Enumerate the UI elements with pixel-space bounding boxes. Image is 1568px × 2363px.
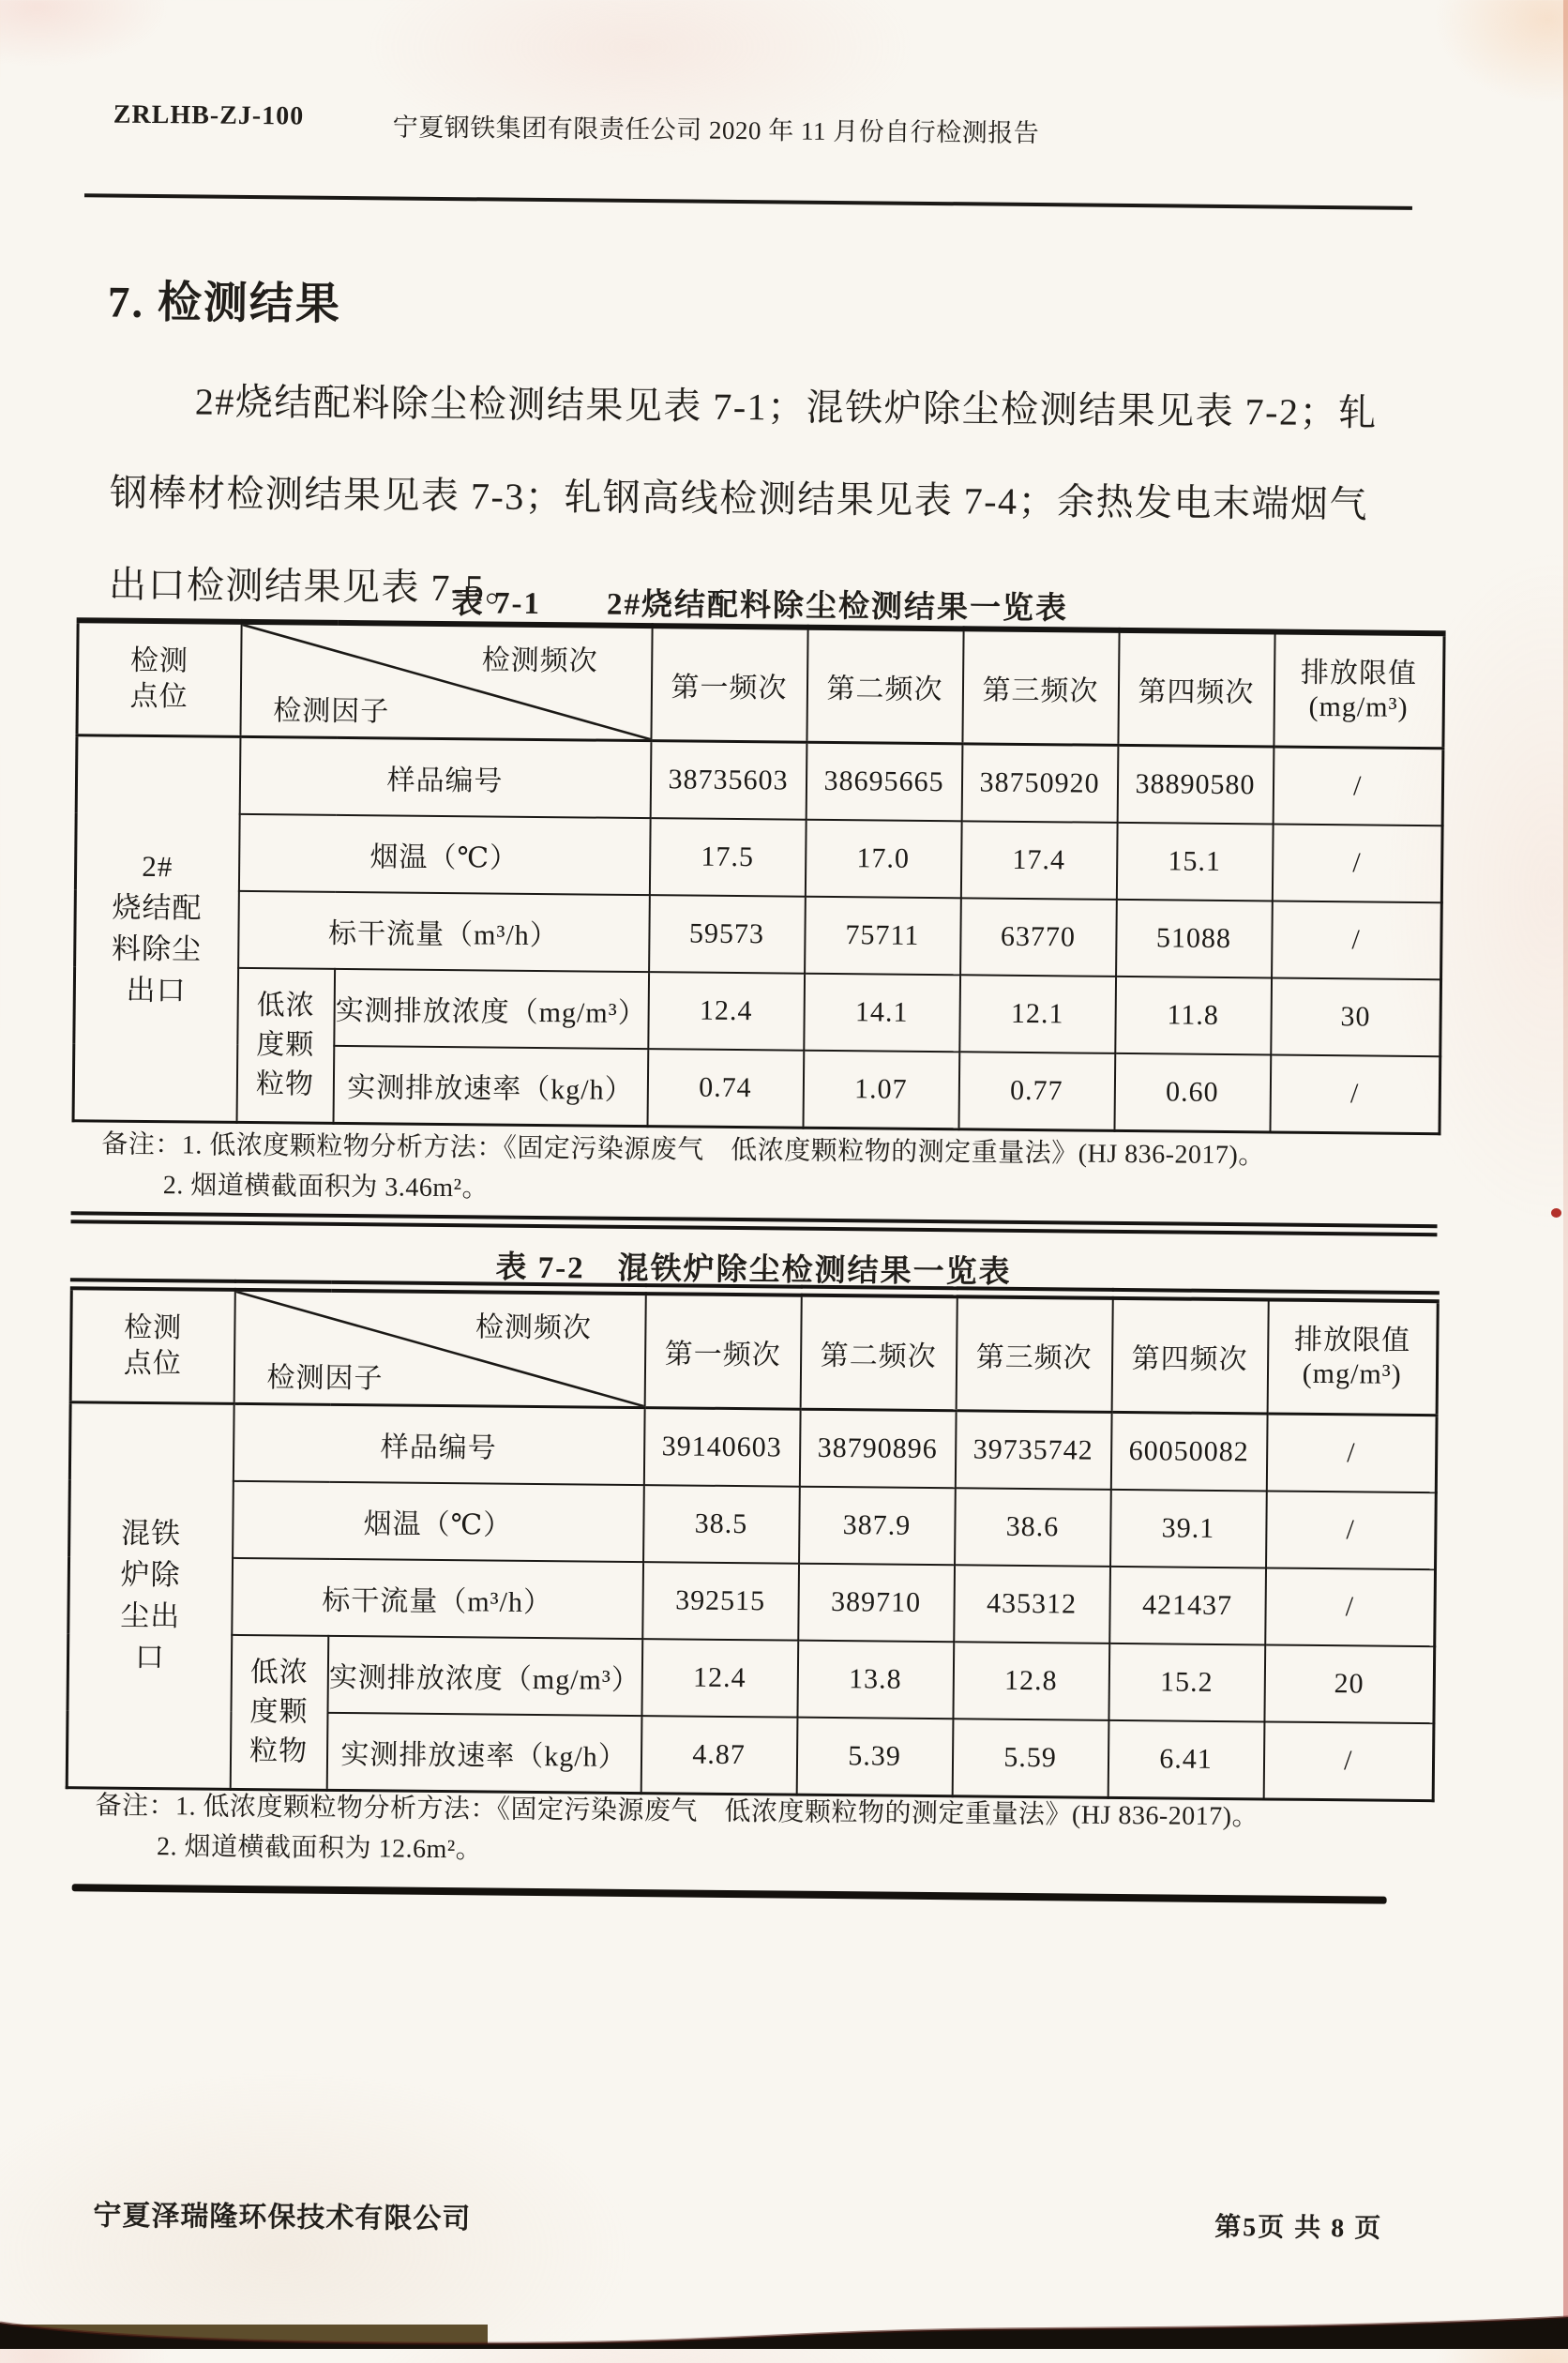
table-7-1-title: 表 7-1 2#烧结配料除尘检测结果一览表 (451, 586, 1069, 627)
site-line: 2# (142, 849, 173, 884)
value-cell: 5.59 (952, 1719, 1108, 1797)
limit-cell: / (1273, 747, 1443, 826)
table-row (76, 735, 1443, 826)
value-cell: 12.4 (641, 1639, 798, 1718)
intro-line-2: 钢棒材检测结果见表 7-3；轧钢高线检测结果见表 7-4；余热发电末端烟气 (109, 471, 1369, 526)
value-cell: 6.41 (1108, 1720, 1264, 1799)
value-cell: 14.1 (804, 974, 960, 1053)
header-factor-label: 检测因子 (266, 1362, 384, 1395)
table-row (75, 889, 1442, 979)
note-line-2: 2. 烟道横截面积为 12.6m²。 (156, 1832, 483, 1865)
group-line: 低浓 (256, 990, 315, 1022)
value-cell: 17.4 (960, 821, 1117, 900)
footer-company: 宁夏泽瑞隆环保技术有限公司 (93, 2200, 472, 2235)
note-line-1: 备注：1. 低浓度颗粒物分析方法：《固定污染源废气 低浓度颗粒物的测定重量法》(HJ 836-2017)。 (101, 1129, 1265, 1171)
factor-cell: 实测排放速率（kg/h） (333, 1046, 648, 1127)
site-line: 尘出 (120, 1598, 181, 1633)
header-freq-3: 第三频次 (956, 1293, 1112, 1413)
value-cell: 63770 (960, 898, 1117, 977)
value-cell: 59573 (649, 895, 806, 974)
limit-cell: / (1272, 824, 1442, 902)
factor-cell: 标干流量（m³/h） (238, 891, 650, 972)
factor-cell: 烟温（℃） (233, 1481, 644, 1562)
header-frequency-label: 检测频次 (481, 644, 598, 677)
value-cell: 4.87 (641, 1716, 797, 1795)
site-line: 混铁 (120, 1516, 182, 1551)
header-freq-4: 第四频次 (1111, 1294, 1268, 1414)
header-limit-cell (1267, 1295, 1438, 1416)
group-line: 度颗 (249, 1696, 309, 1728)
scan-bottom-edge (0, 2291, 1568, 2349)
value-cell: 15.2 (1108, 1643, 1265, 1722)
header-freq-1: 第一频次 (644, 1290, 801, 1410)
header-site-line: 点位 (123, 1347, 182, 1380)
header-factor-label: 检测因子 (273, 695, 390, 728)
table-7-2-notes (95, 1785, 1446, 1879)
value-cell: 5.39 (796, 1718, 953, 1796)
group-line: 低浓 (249, 1657, 309, 1689)
header-limit-line: (mg/m³) (1308, 690, 1409, 723)
bottom-divider-rule (72, 1884, 1387, 1903)
header-freq-4: 第四频次 (1118, 630, 1274, 747)
value-cell: 38.6 (955, 1488, 1111, 1567)
red-ink-dot (1551, 1208, 1561, 1218)
value-cell: 17.5 (649, 818, 806, 897)
header-site-cell (77, 620, 241, 736)
note-line-2: 2. 烟道横截面积为 3.46m²。 (162, 1171, 490, 1204)
group-line: 粒物 (255, 1068, 315, 1100)
header-freq-3: 第三频次 (962, 629, 1119, 745)
group-line: 粒物 (249, 1735, 309, 1767)
limit-cell: 20 (1264, 1644, 1435, 1723)
value-cell: 38735603 (650, 741, 807, 820)
header-freq-2: 第二频次 (800, 1291, 957, 1411)
factor-cell: 烟温（℃） (238, 814, 650, 895)
value-cell: 60050082 (1110, 1412, 1267, 1491)
site-cell (73, 735, 240, 1123)
value-cell: 392515 (642, 1562, 799, 1641)
value-cell: 12.4 (648, 972, 805, 1051)
header-doc-code: ZRLHB-ZJ-100 (113, 99, 305, 131)
value-cell: 0.60 (1114, 1053, 1271, 1132)
value-cell: 38750920 (961, 744, 1118, 823)
limit-cell: / (1270, 1054, 1440, 1133)
group-line: 度颗 (256, 1029, 315, 1061)
factor-cell: 实测排放浓度（mg/m³） (327, 1636, 642, 1716)
header-limit-line: 排放限值 (1300, 657, 1418, 689)
pollutant-group-cell (230, 1635, 328, 1790)
table-header-row (77, 620, 1444, 748)
factor-cell: 标干流量（m³/h） (232, 1558, 643, 1639)
table-row (68, 1556, 1436, 1646)
value-cell: 421437 (1109, 1567, 1266, 1645)
section-title: 7. 检测结果 (107, 278, 342, 329)
header-report-title: 宁夏钢铁集团有限责任公司 2020 年 11 月份自行检测报告 (392, 113, 1040, 148)
header-limit-cell (1274, 632, 1444, 749)
value-cell: 1.07 (803, 1051, 959, 1129)
value-cell: 0.74 (647, 1049, 804, 1128)
value-cell: 39735742 (955, 1411, 1111, 1490)
header-freq-2: 第二频次 (807, 628, 963, 744)
table-row (74, 966, 1441, 1056)
limit-cell: 30 (1271, 977, 1441, 1056)
value-cell: 387.9 (799, 1487, 956, 1566)
table-row (69, 1402, 1437, 1492)
header-site-line: 检测 (129, 644, 189, 677)
limit-cell: / (1266, 1414, 1437, 1492)
value-cell: 38695665 (806, 742, 962, 821)
value-cell: 435312 (954, 1565, 1110, 1643)
table-row (68, 1633, 1435, 1723)
value-cell: 39140603 (643, 1408, 800, 1487)
diagonal-header-cell (234, 1285, 645, 1407)
table-7-2 (66, 1278, 1440, 1802)
value-cell: 12.1 (959, 975, 1116, 1053)
header-site-cell (70, 1284, 234, 1404)
header-limit-line: (mg/m³) (1302, 1357, 1402, 1390)
value-cell: 0.77 (958, 1052, 1115, 1130)
footer-page-number: 第5页 共 8 页 (1214, 2212, 1383, 2244)
header-site-line: 点位 (129, 680, 188, 713)
factor-cell: 实测排放速率（kg/h） (326, 1713, 641, 1794)
table-7-2-title: 表 7-2 混铁炉除尘检测结果一览表 (495, 1250, 1012, 1290)
factor-cell: 样品编号 (233, 1403, 644, 1485)
limit-cell: / (1272, 901, 1442, 979)
header-frequency-label: 检测频次 (475, 1311, 593, 1344)
limit-cell: / (1266, 1491, 1437, 1569)
limit-cell: / (1265, 1568, 1436, 1646)
value-cell: 15.1 (1116, 823, 1273, 901)
table-row (69, 1479, 1437, 1569)
site-line: 炉除 (120, 1557, 181, 1592)
table-row (75, 812, 1442, 902)
table-header-row (70, 1284, 1438, 1416)
note-line-1: 备注：1. 低浓度颗粒物分析方法：《固定污染源废气 低浓度颗粒物的测定重量法》(HJ 836-2017)。 (95, 1791, 1259, 1832)
limit-cell: / (1263, 1721, 1434, 1800)
header-rule (84, 193, 1412, 210)
factor-cell: 样品编号 (239, 736, 651, 818)
value-cell: 51088 (1116, 900, 1273, 978)
table-7-1-notes (101, 1125, 1453, 1219)
value-cell: 38890580 (1117, 745, 1274, 824)
intro-line-3: 出口检测结果见表 7-5。 (108, 563, 525, 610)
value-cell: 75711 (805, 897, 961, 976)
site-line: 出口 (126, 973, 187, 1007)
value-cell: 38790896 (799, 1409, 956, 1488)
value-cell: 38.5 (643, 1485, 800, 1564)
right-edge-scan-stain (1563, 0, 1568, 2317)
value-cell: 12.8 (953, 1642, 1109, 1720)
intro-line-1: 2#烧结配料除尘检测结果见表 7-1；混铁炉除尘检测结果见表 7-2；轧 (194, 380, 1378, 434)
value-cell: 389710 (798, 1564, 955, 1643)
site-line: 口 (134, 1640, 165, 1674)
value-cell: 17.0 (805, 820, 961, 899)
header-site-line: 检测 (124, 1311, 183, 1344)
value-cell: 13.8 (797, 1641, 954, 1719)
table-7-1 (72, 617, 1446, 1135)
site-line: 烧结配 (112, 890, 203, 925)
pollutant-group-cell (236, 968, 335, 1123)
site-line: 料除尘 (111, 932, 203, 966)
factor-cell: 实测排放浓度（mg/m³） (334, 969, 649, 1049)
header-limit-line: 排放限值 (1293, 1324, 1411, 1356)
value-cell: 39.1 (1110, 1490, 1267, 1568)
value-cell: 11.8 (1115, 977, 1272, 1055)
site-cell (67, 1402, 234, 1790)
diagonal-header-cell (240, 622, 652, 741)
header-freq-1: 第一频次 (651, 626, 807, 742)
